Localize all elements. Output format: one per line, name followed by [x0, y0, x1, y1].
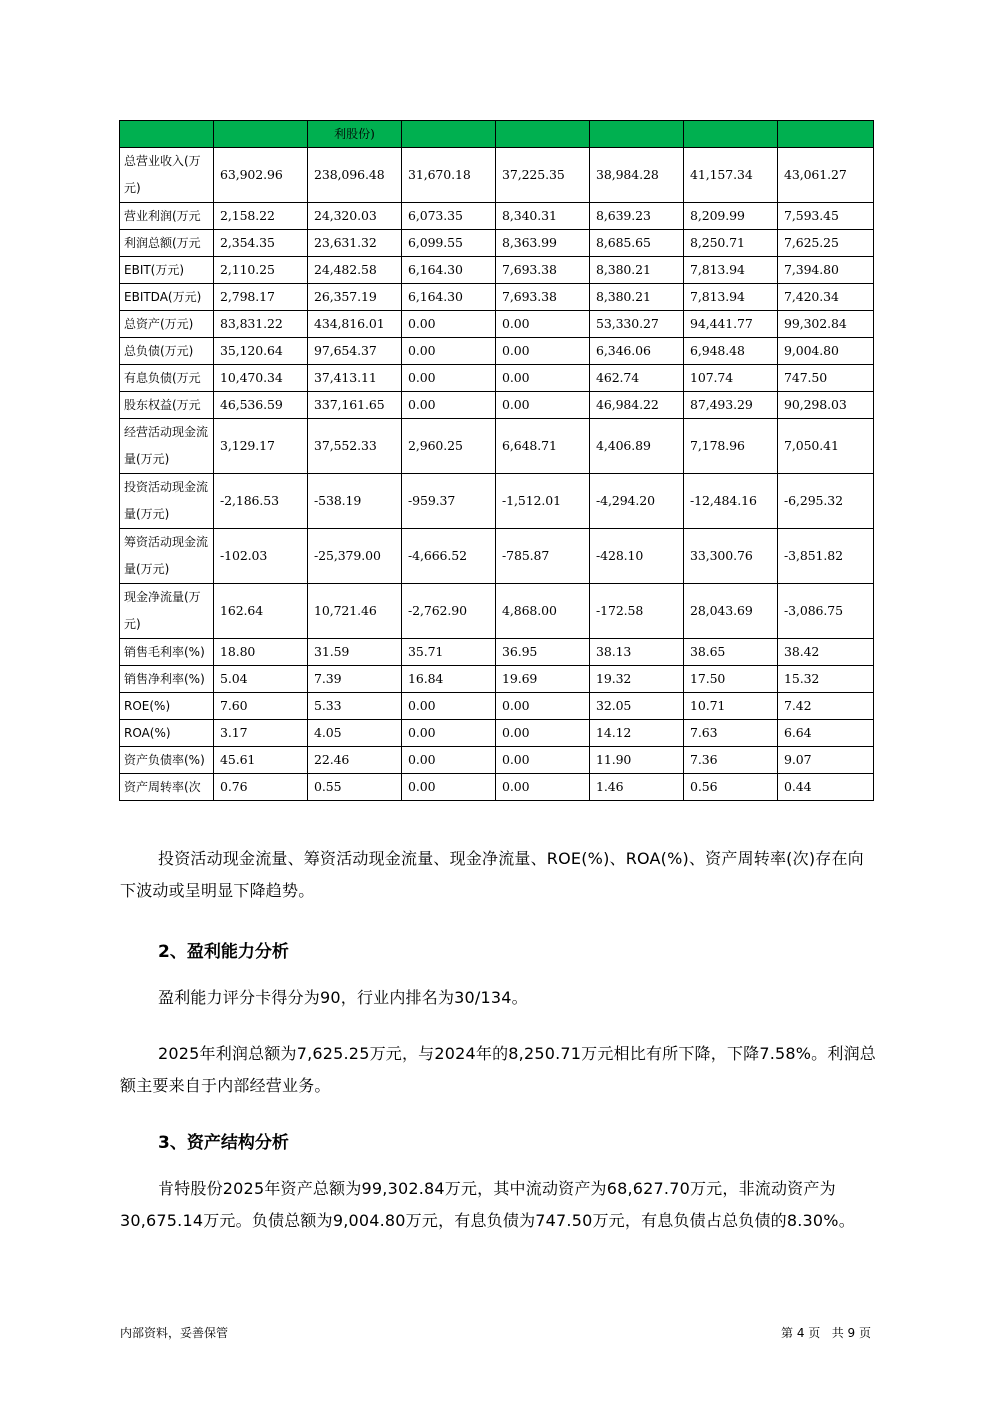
value-cell: 2,798.17: [214, 284, 308, 311]
value-cell: 0.00: [496, 747, 590, 774]
value-cell: 38,984.28: [590, 148, 684, 203]
value-cell: 2,110.25: [214, 257, 308, 284]
value-cell: 6,648.71: [496, 419, 590, 474]
header-cell: [778, 121, 874, 148]
row-label: 总营业收入(万元): [120, 148, 214, 203]
value-cell: 7.63: [684, 720, 778, 747]
row-label: 营业利润(万元: [120, 203, 214, 230]
table-row: [120, 311, 874, 338]
value-cell: 10.71: [684, 693, 778, 720]
value-cell: 53,330.27: [590, 311, 684, 338]
row-label: 销售净利率(%): [120, 666, 214, 693]
value-cell: 2,354.35: [214, 230, 308, 257]
row-label: 总负债(万元): [120, 338, 214, 365]
value-cell: 10,721.46: [308, 584, 402, 639]
value-cell: 31,670.18: [402, 148, 496, 203]
value-cell: -3,851.82: [778, 529, 874, 584]
value-cell: 87,493.29: [684, 392, 778, 419]
value-cell: 7,178.96: [684, 419, 778, 474]
table-row: [120, 148, 874, 203]
table-row: [120, 774, 874, 801]
value-cell: 8,380.21: [590, 284, 684, 311]
table-row: [120, 365, 874, 392]
value-cell: 23,631.32: [308, 230, 402, 257]
value-cell: 0.00: [402, 747, 496, 774]
value-cell: 7,593.45: [778, 203, 874, 230]
value-cell: 747.50: [778, 365, 874, 392]
section-heading-profitability: 2、盈利能力分析: [158, 942, 289, 962]
header-cell: [496, 121, 590, 148]
footer-page-number: 第 4 页 共 9 页: [781, 1326, 871, 1340]
row-label: 现金净流量(万元): [120, 584, 214, 639]
value-cell: 17.50: [684, 666, 778, 693]
row-label: 销售毛利率(%): [120, 639, 214, 666]
value-cell: 0.00: [496, 365, 590, 392]
row-label: 投资活动现金流量(万元): [120, 474, 214, 529]
value-cell: 46,984.22: [590, 392, 684, 419]
value-cell: 33,300.76: [684, 529, 778, 584]
value-cell: 0.00: [496, 392, 590, 419]
value-cell: 16.84: [402, 666, 496, 693]
value-cell: 7.36: [684, 747, 778, 774]
value-cell: -4,294.20: [590, 474, 684, 529]
value-cell: 0.00: [402, 720, 496, 747]
table-row: [120, 230, 874, 257]
value-cell: -172.58: [590, 584, 684, 639]
value-cell: 8,380.21: [590, 257, 684, 284]
row-label: 总资产(万元): [120, 311, 214, 338]
value-cell: 8,250.71: [684, 230, 778, 257]
row-label: ROE(%): [120, 693, 214, 720]
value-cell: 434,816.01: [308, 311, 402, 338]
header-cell: [684, 121, 778, 148]
profit-total-paragraph: 2025年利润总额为7,625.25万元，与2024年的8,250.71万元相比有所下降，下降7.58%。利润总额主要来自于内部经营业务。: [120, 1044, 876, 1095]
value-cell: -2,186.53: [214, 474, 308, 529]
header-cell: [214, 121, 308, 148]
value-cell: 7,420.34: [778, 284, 874, 311]
value-cell: 6,948.48: [684, 338, 778, 365]
value-cell: 7.42: [778, 693, 874, 720]
value-cell: 6,164.30: [402, 284, 496, 311]
value-cell: 32.05: [590, 693, 684, 720]
value-cell: 28,043.69: [684, 584, 778, 639]
header-cell: [590, 121, 684, 148]
financial-table: [119, 120, 874, 801]
table-row: [120, 693, 874, 720]
value-cell: 37,225.35: [496, 148, 590, 203]
value-cell: 7,813.94: [684, 257, 778, 284]
value-cell: 63,902.96: [214, 148, 308, 203]
table-row: [120, 747, 874, 774]
row-label: 有息负债(万元: [120, 365, 214, 392]
table-row: [120, 584, 874, 639]
value-cell: 0.00: [496, 693, 590, 720]
value-cell: 7,693.38: [496, 257, 590, 284]
value-cell: 1.46: [590, 774, 684, 801]
table-header-row: [120, 121, 874, 148]
value-cell: 238,096.48: [308, 148, 402, 203]
value-cell: 97,654.37: [308, 338, 402, 365]
value-cell: 19.69: [496, 666, 590, 693]
value-cell: 7,693.38: [496, 284, 590, 311]
value-cell: 8,639.23: [590, 203, 684, 230]
value-cell: 10,470.34: [214, 365, 308, 392]
header-cell: [402, 121, 496, 148]
row-label: 股东权益(万元: [120, 392, 214, 419]
table-row: [120, 392, 874, 419]
row-label: 经营活动现金流量(万元): [120, 419, 214, 474]
value-cell: 7,625.25: [778, 230, 874, 257]
value-cell: 2,960.25: [402, 419, 496, 474]
value-cell: 0.00: [402, 774, 496, 801]
value-cell: 31.59: [308, 639, 402, 666]
value-cell: 14.12: [590, 720, 684, 747]
value-cell: 90,298.03: [778, 392, 874, 419]
table-row: [120, 666, 874, 693]
value-cell: 6,346.06: [590, 338, 684, 365]
value-cell: 35,120.64: [214, 338, 308, 365]
value-cell: 7,394.80: [778, 257, 874, 284]
row-label: ROA(%): [120, 720, 214, 747]
value-cell: 0.00: [496, 774, 590, 801]
value-cell: 0.44: [778, 774, 874, 801]
value-cell: 8,363.99: [496, 230, 590, 257]
table-row: [120, 203, 874, 230]
value-cell: 43,061.27: [778, 148, 874, 203]
value-cell: 3.17: [214, 720, 308, 747]
value-cell: 6,164.30: [402, 257, 496, 284]
table-row: [120, 474, 874, 529]
value-cell: 0.00: [496, 338, 590, 365]
table-row: [120, 284, 874, 311]
value-cell: 0.00: [496, 311, 590, 338]
value-cell: 22.46: [308, 747, 402, 774]
value-cell: 36.95: [496, 639, 590, 666]
summary-paragraph: 投资活动现金流量、筹资活动现金流量、现金净流量、ROE(%)、ROA(%)、资产周转率(次)存在向下波动或呈明显下降趋势。: [120, 849, 864, 900]
value-cell: 0.56: [684, 774, 778, 801]
value-cell: 45.61: [214, 747, 308, 774]
value-cell: 6.64: [778, 720, 874, 747]
value-cell: 0.00: [496, 720, 590, 747]
value-cell: -6,295.32: [778, 474, 874, 529]
value-cell: 8,209.99: [684, 203, 778, 230]
value-cell: 15.32: [778, 666, 874, 693]
row-label: EBITDA(万元): [120, 284, 214, 311]
table-row: [120, 257, 874, 284]
value-cell: 9.07: [778, 747, 874, 774]
value-cell: 7.39: [308, 666, 402, 693]
value-cell: -2,762.90: [402, 584, 496, 639]
value-cell: -3,086.75: [778, 584, 874, 639]
value-cell: 37,552.33: [308, 419, 402, 474]
value-cell: 35.71: [402, 639, 496, 666]
asset-structure-paragraph: 肯特股份2025年资产总额为99,302.84万元，其中流动资产为68,627.70万元，非流动资产为30,675.14万元。负债总额为9,004.80万元，有息负债为747.50万元，有息负债占总负债的8.30%。: [120, 1179, 855, 1230]
value-cell: 38.13: [590, 639, 684, 666]
value-cell: 94,441.77: [684, 311, 778, 338]
value-cell: 8,685.65: [590, 230, 684, 257]
value-cell: 337,161.65: [308, 392, 402, 419]
value-cell: -4,666.52: [402, 529, 496, 584]
value-cell: 7.60: [214, 693, 308, 720]
value-cell: 6,099.55: [402, 230, 496, 257]
value-cell: 4,406.89: [590, 419, 684, 474]
financial-table-body: [120, 121, 874, 801]
value-cell: 6,073.35: [402, 203, 496, 230]
value-cell: 24,320.03: [308, 203, 402, 230]
value-cell: 24,482.58: [308, 257, 402, 284]
value-cell: 9,004.80: [778, 338, 874, 365]
value-cell: 107.74: [684, 365, 778, 392]
row-label: 资产周转率(次: [120, 774, 214, 801]
value-cell: 0.00: [402, 338, 496, 365]
value-cell: 26,357.19: [308, 284, 402, 311]
value-cell: 38.42: [778, 639, 874, 666]
value-cell: 4.05: [308, 720, 402, 747]
value-cell: -428.10: [590, 529, 684, 584]
table-row: [120, 720, 874, 747]
value-cell: 5.04: [214, 666, 308, 693]
value-cell: 11.90: [590, 747, 684, 774]
value-cell: 8,340.31: [496, 203, 590, 230]
header-cell: [120, 121, 214, 148]
value-cell: 46,536.59: [214, 392, 308, 419]
value-cell: 7,050.41: [778, 419, 874, 474]
value-cell: 18.80: [214, 639, 308, 666]
row-label: 利润总额(万元: [120, 230, 214, 257]
value-cell: -102.03: [214, 529, 308, 584]
table-row: [120, 529, 874, 584]
value-cell: -25,379.00: [308, 529, 402, 584]
value-cell: 19.32: [590, 666, 684, 693]
value-cell: 0.76: [214, 774, 308, 801]
profitability-score-paragraph: 盈利能力评分卡得分为90，行业内排名为30/134。: [158, 988, 528, 1007]
row-label: EBIT(万元): [120, 257, 214, 284]
value-cell: 462.74: [590, 365, 684, 392]
value-cell: 0.00: [402, 365, 496, 392]
value-cell: 37,413.11: [308, 365, 402, 392]
value-cell: 0.55: [308, 774, 402, 801]
table-row: [120, 338, 874, 365]
row-label: 筹资活动现金流量(万元): [120, 529, 214, 584]
footer-confidential-note: 内部资料，妥善保管: [120, 1326, 229, 1340]
value-cell: 2,158.22: [214, 203, 308, 230]
value-cell: -785.87: [496, 529, 590, 584]
value-cell: -538.19: [308, 474, 402, 529]
value-cell: 7,813.94: [684, 284, 778, 311]
value-cell: 4,868.00: [496, 584, 590, 639]
header-cell: 利股份): [308, 121, 402, 148]
value-cell: 41,157.34: [684, 148, 778, 203]
value-cell: 0.00: [402, 311, 496, 338]
row-label: 资产负债率(%): [120, 747, 214, 774]
value-cell: 83,831.22: [214, 311, 308, 338]
section-heading-asset-structure: 3、资产结构分析: [158, 1133, 289, 1153]
value-cell: 5.33: [308, 693, 402, 720]
value-cell: 99,302.84: [778, 311, 874, 338]
value-cell: -959.37: [402, 474, 496, 529]
value-cell: 0.00: [402, 392, 496, 419]
value-cell: 162.64: [214, 584, 308, 639]
value-cell: -1,512.01: [496, 474, 590, 529]
value-cell: 0.00: [402, 693, 496, 720]
value-cell: 38.65: [684, 639, 778, 666]
table-row: [120, 419, 874, 474]
value-cell: -12,484.16: [684, 474, 778, 529]
table-row: [120, 639, 874, 666]
value-cell: 3,129.17: [214, 419, 308, 474]
